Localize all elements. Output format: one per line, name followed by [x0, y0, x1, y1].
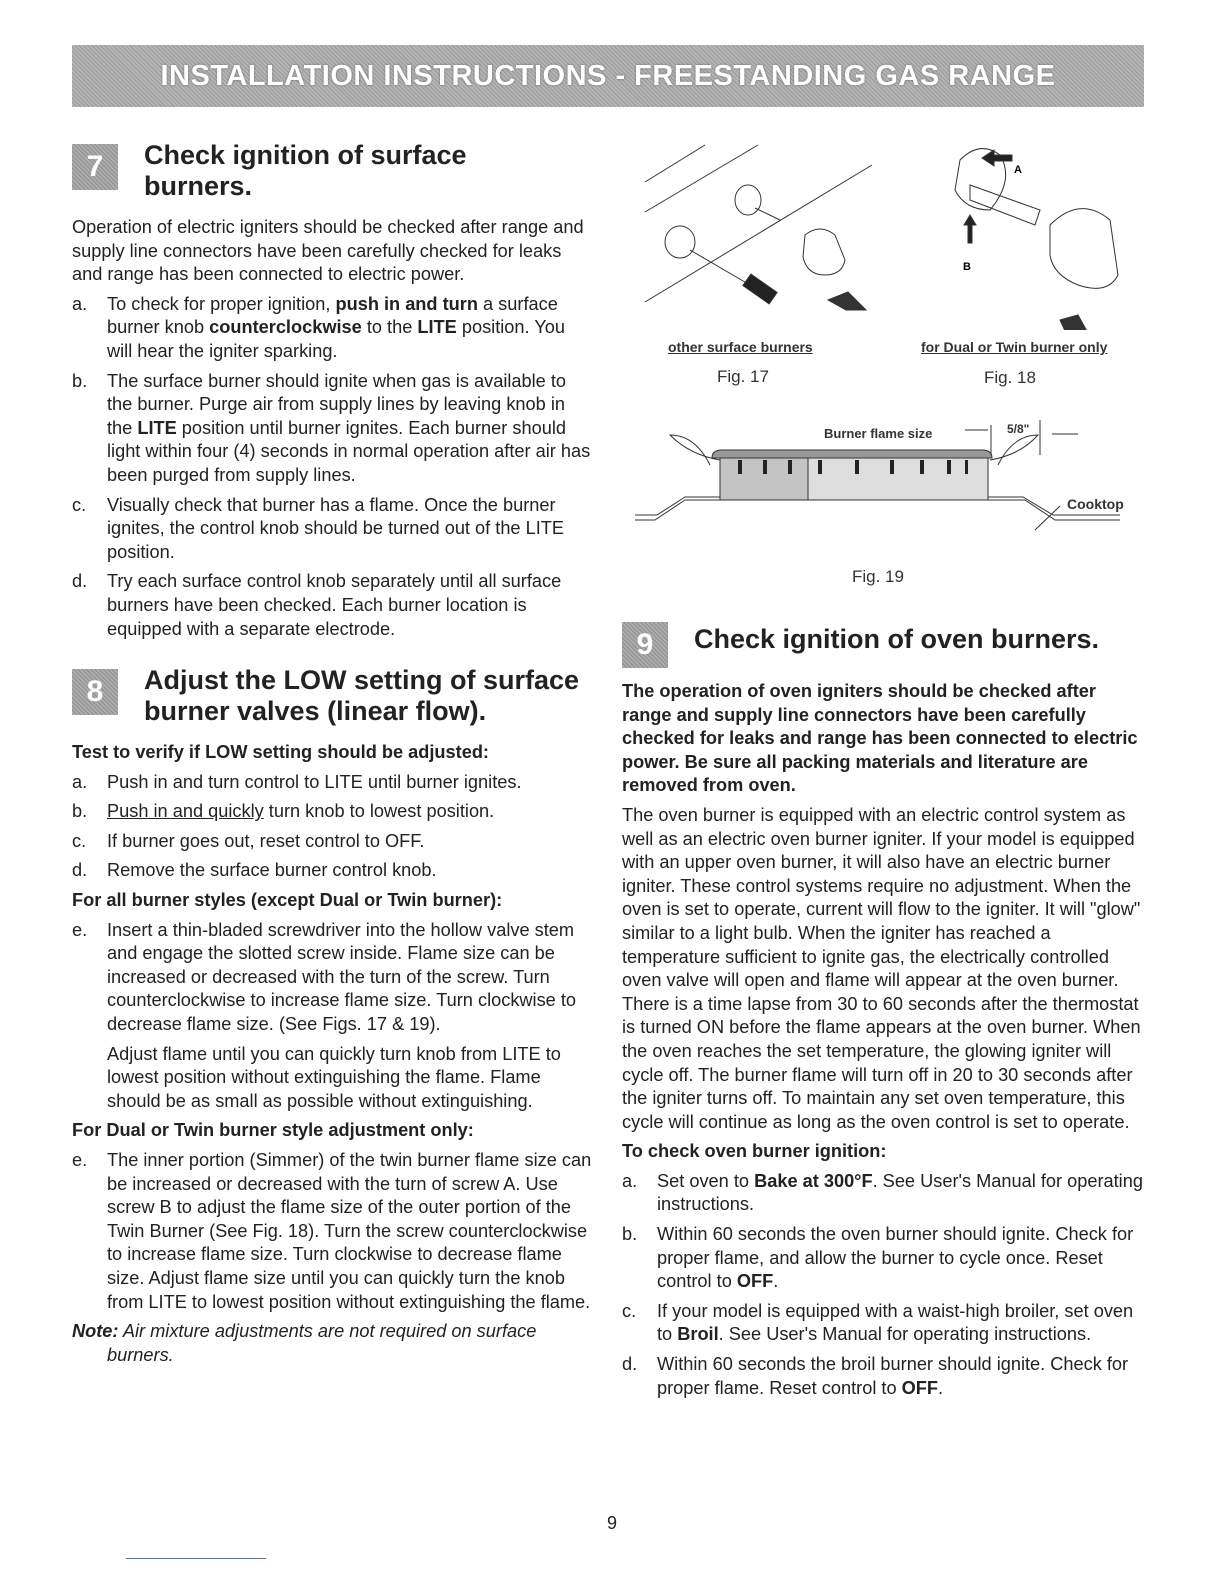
- text: to the: [361, 317, 418, 338]
- bold-text: LITE: [417, 317, 457, 338]
- text: .: [773, 1271, 779, 1292]
- left-column: [72, 140, 592, 1373]
- list-item: [72, 859, 592, 883]
- section-8: [72, 665, 592, 1367]
- item-text: [107, 494, 592, 565]
- step-number-badge: 9: [622, 622, 668, 668]
- text: Within 60 seconds the broil burner should ignite. Check for proper flame. Reset control to: [657, 1354, 1129, 1398]
- fig17-caption: other surface burners: [668, 339, 813, 355]
- text: Insert a thin-bladed screwdriver into the hollow valve stem and engage the slotted screw inside. Flame size can be increased or decreased with the turn of the screw. Turn counterclockwise to increase flame size. Turn clockwise to decrease flame size. (See Figs. 17 & 19).: [107, 919, 577, 1035]
- banner-title: INSTALLATION INSTRUCTIONS - FREESTANDING GAS RANGE: [160, 59, 1056, 92]
- list-item: [72, 919, 592, 1037]
- bold-text: OFF: [901, 1377, 939, 1398]
- bold-text: Broil: [677, 1324, 719, 1345]
- list-item: [72, 830, 592, 854]
- item-label: a.: [72, 771, 88, 792]
- text: .: [938, 1377, 944, 1398]
- text: The inner portion (Simmer) of the twin burner flame size can be increased or decreased with the turn of screw A. Use screw B to adjust the flame size of the outer portion of the Twin Burner (See Fig. 18). Turn the screw counterclockwise to increase flame size. Turn clockwise to decrease flame size. Adjust flame size until you can quickly turn the knob from LITE to lowest position without extinguishing the flame.: [107, 1150, 592, 1312]
- step-list: [72, 293, 592, 641]
- title-line: Adjust the LOW setting of surface: [144, 665, 580, 696]
- fig18-label: Fig. 18: [984, 368, 1036, 387]
- step-number-badge: 8: [72, 669, 118, 715]
- item-text: [107, 771, 522, 795]
- item-label: d.: [72, 860, 88, 881]
- body-paragraph: The oven burner is equipped with an electric control system as well as an electric oven burner igniter. If your model is equipped with an upper oven burner, it will also have an electric burner igniter. These control systems require no adjustment. When the oven is set to operate, current will flow to the igniter. It will "glow" similar to a light bulb. When the igniter has reached a temperature sufficient to ignite gas, the electrically controlled oven valve will open and flame will appear at the oven burner. There is a time lapse from 30 to 60 seconds after the thermostat is turned ON before the flame appears at the oven burner. When the oven reaches the set temperature, the glowing igniter will cycle off. The burner flame will turn off in 20 to 30 seconds after the igniter turns off. To maintain any set oven temperature, this cycle will continue as long as the oven control is set to operate.: [622, 804, 1141, 1132]
- item-label: b.: [622, 1224, 638, 1245]
- step-number-badge: 7: [72, 144, 118, 190]
- list-item: [622, 1223, 1147, 1294]
- bold-text: counterclockwise: [209, 317, 362, 338]
- title-line: burners.: [144, 171, 253, 201]
- text: position until burner ignites. Each burner should light within four (4) seconds in normal operation after air has been purged from supply lines.: [107, 417, 591, 485]
- list-item: [622, 1170, 1147, 1217]
- text: turn knob to lowest position.: [263, 801, 495, 822]
- text: Push in and turn control to LITE until burner ignites.: [107, 771, 522, 792]
- note-label: Note:: [72, 1321, 119, 1342]
- item-label: d.: [622, 1354, 638, 1375]
- bold-text: Bake at 300°F: [754, 1170, 873, 1191]
- section-title: [144, 665, 579, 727]
- fig19-label: Fig. 19: [852, 567, 904, 586]
- underlined-text: Push in and quickly: [107, 801, 264, 822]
- footer-rule: [126, 1558, 266, 1559]
- title-line: Check ignition of surface: [144, 140, 467, 170]
- item-text: [657, 1300, 1147, 1347]
- bold-text: OFF: [736, 1271, 774, 1292]
- text: The surface burner should ignite when gas is available to the burner. Purge air from supply lines by leaving knob in the: [107, 370, 567, 438]
- item-text: [107, 830, 424, 854]
- item-label: d.: [72, 571, 88, 592]
- section-7: [72, 140, 592, 641]
- section-9: [622, 618, 1147, 1406]
- item-label: c.: [72, 830, 87, 851]
- step-list: [72, 771, 592, 883]
- text: . See User's Manual for operating instructions.: [657, 1170, 1143, 1215]
- item-text: [107, 800, 494, 824]
- list-item: [72, 494, 592, 565]
- fig17-drawing: [645, 145, 1118, 330]
- bold-text: push in and turn: [335, 293, 478, 314]
- bold-text: LITE: [137, 417, 177, 438]
- intro-paragraph: Operation of electric igniters should be checked after range and supply line connectors have been carefully checked for leaks and range has been connected to electric power.: [72, 217, 584, 285]
- section-title: Check ignition of oven burners.: [694, 624, 1100, 654]
- list-item: [72, 570, 592, 641]
- item-text: [657, 1170, 1147, 1217]
- page-number: 9: [606, 1513, 617, 1533]
- note-text: Air mixture adjustments are not required on surface burners.: [107, 1321, 537, 1365]
- text: Try each surface control knob separately until all surface burners have been checked. Each burner location is equipped with a separate electrode.: [107, 571, 562, 639]
- page-banner: [72, 45, 1144, 107]
- text: To check for proper ignition,: [107, 293, 336, 314]
- text: Within 60 seconds the oven burner should ignite. Check for proper flame, and allow the burner to cycle once. Reset control to: [657, 1224, 1134, 1292]
- fig17-label: Fig. 17: [717, 367, 769, 386]
- item-text: [107, 570, 592, 641]
- item-label: e.: [72, 1150, 88, 1170]
- list-item: [72, 1149, 592, 1314]
- flame-size-label: Burner flame size: [824, 426, 933, 441]
- item-text: [107, 919, 592, 1037]
- text: If your model is equipped with a waist-high broiler, set oven to: [657, 1300, 1134, 1345]
- text: Remove the surface burner control knob.: [107, 860, 437, 881]
- item-text: [107, 293, 592, 364]
- text: a surface burner knob: [107, 293, 558, 338]
- item-text: [657, 1353, 1147, 1400]
- screw-a-label: A: [1014, 164, 1022, 176]
- text: position. You will hear the igniter sparking.: [107, 317, 566, 361]
- paragraph: Adjust flame until you can quickly turn knob from LITE to lowest position without extinguishing the flame. Flame should be as small as possible without extinguishing.: [107, 1043, 561, 1111]
- text: If burner goes out, reset control to OFF.: [107, 830, 425, 851]
- list-item: [622, 1353, 1147, 1400]
- text: . See User's Manual for operating instructions.: [718, 1324, 1092, 1345]
- title-line: burner valves (linear flow).: [144, 696, 487, 727]
- list-item: [72, 771, 592, 795]
- item-label: b.: [72, 801, 88, 822]
- item-text: [107, 1149, 592, 1314]
- item-text: [107, 859, 437, 883]
- list-item: [72, 800, 592, 824]
- text: Set oven to: [657, 1170, 755, 1191]
- text: Visually check that burner has a flame. Once the burner ignites, the control knob should be turned out of the LITE position.: [107, 494, 565, 562]
- item-text: [107, 370, 592, 488]
- list-item: [72, 293, 592, 364]
- item-label: c.: [72, 494, 87, 515]
- screw-b-label: B: [963, 261, 971, 273]
- cooktop-label: Cooktop: [1067, 496, 1124, 512]
- step-list: [72, 1149, 592, 1314]
- item-label: b.: [72, 370, 88, 391]
- item-label: c.: [622, 1300, 637, 1321]
- item-text: [657, 1223, 1147, 1294]
- bold-intro: The operation of oven igniters should be checked after range and supply line connectors have been carefully checked for leaks and range has been connected to electric power. Be sure all packing materials and literature are removed from oven.: [622, 681, 1138, 796]
- subheading: For Dual or Twin burner style adjustment only:: [72, 1120, 474, 1141]
- subheading: To check oven burner ignition:: [622, 1141, 887, 1162]
- step-list: [72, 919, 592, 1037]
- fig-17-18-illustration: [620, 130, 1160, 330]
- subheading: Test to verify if LOW setting should be adjusted:: [72, 742, 489, 763]
- subheading: For all burner styles (except Dual or Twin burner):: [72, 890, 503, 911]
- item-label: e.: [72, 919, 88, 940]
- note: [72, 1320, 592, 1367]
- list-item: [622, 1300, 1147, 1347]
- section-title: [144, 140, 467, 202]
- fig18-caption: for Dual or Twin burner only: [921, 339, 1108, 355]
- flame-size-value: 5/8": [1007, 422, 1030, 436]
- list-item: [72, 370, 592, 488]
- step-list: [622, 1170, 1147, 1400]
- item-label: a.: [72, 293, 88, 314]
- item-label: a.: [622, 1170, 638, 1191]
